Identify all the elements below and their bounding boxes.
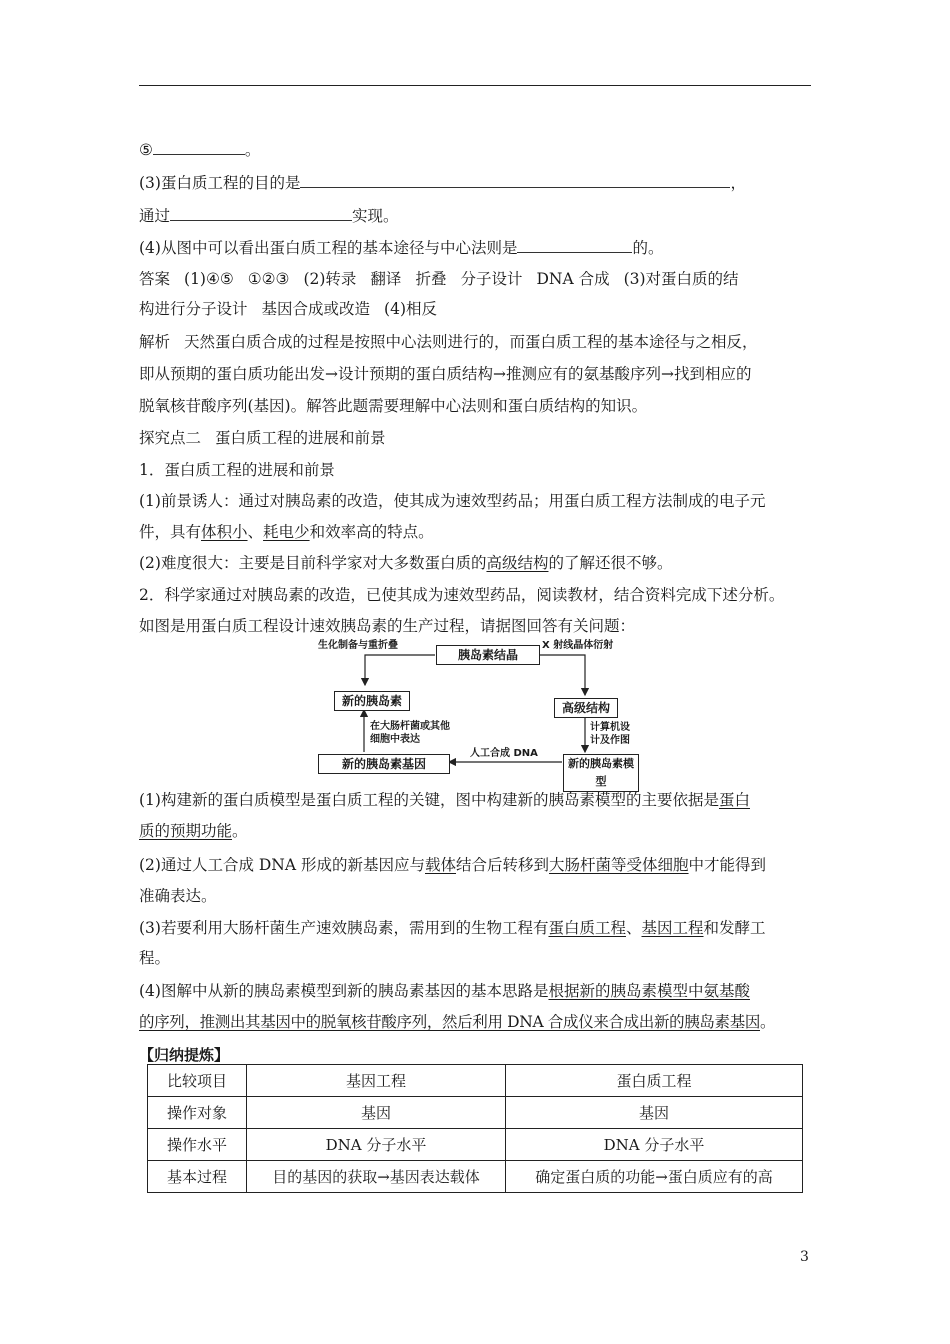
table-row xyxy=(148,1161,803,1193)
q3-blank-2[interactable] xyxy=(170,205,352,221)
table-row xyxy=(148,1065,803,1097)
table-row xyxy=(148,1097,803,1129)
analysis-line-3: 脱氧核苷酸序列(基因)。解答此题需要理解中心法则和蛋白质结构的知识。 xyxy=(139,397,648,415)
item2-line1: 2．科学家通过对胰岛素的改造，已使其成为速效型药品，阅读教材，结合资料完成下述分析。 xyxy=(139,586,785,604)
table-cell: 操作水平 xyxy=(148,1129,247,1161)
item1-title: 1．蛋白质工程的进展和前景 xyxy=(139,461,335,479)
item1-s1-line2: 件，具有体积小、耗电少和效率高的特点。 xyxy=(139,523,434,541)
q3-line: (3)蛋白质工程的目的是 ， xyxy=(139,174,746,192)
q5-marker: ⑤ xyxy=(139,141,153,159)
q3-line-b: 程。 xyxy=(139,949,171,967)
comparison-table xyxy=(147,1064,803,1193)
box-insulin-crystal: 胰岛素结晶 xyxy=(436,645,540,665)
table-cell: 基因 xyxy=(506,1097,803,1129)
item1-s1-line1: (1)前景诱人：通过对胰岛素的改造，使其成为速效型药品；用蛋白质工程方法制成的电子元 xyxy=(139,492,766,510)
label-xray: X 射线晶体衍射 xyxy=(542,640,614,651)
item2-line2: 如图是用蛋白质工程设计速效胰岛素的生产过程，请据图回答有关问题： xyxy=(139,617,636,635)
table-cell: 目的基因的获取→基因表达载体 xyxy=(247,1161,506,1193)
answer-line-2: 构进行分子设计 基因合成或改造 (4)相反 xyxy=(139,300,437,318)
table-cell: 比较项目 xyxy=(148,1065,247,1097)
table-cell: DNA 分子水平 xyxy=(247,1129,506,1161)
q3-blank-1[interactable] xyxy=(300,172,730,188)
q1-line-2: 质的预期功能。 xyxy=(139,822,248,840)
box-high-structure: 高级结构 xyxy=(554,698,618,718)
insulin-process-diagram xyxy=(318,637,638,788)
q2-line-2: 准确表达。 xyxy=(139,887,217,905)
table-cell: 基因 xyxy=(247,1097,506,1129)
q4-line-a: (4)图解中从新的胰岛素模型到新的胰岛素基因的基本思路是根据新的胰岛素模型中氨基酸 xyxy=(139,982,750,1000)
header-rule xyxy=(139,85,811,86)
label-ecoli-1: 在大肠杆菌或其他 xyxy=(370,721,450,732)
answer-line-1: 答案 (1)④⑤ ①②③ (2)转录 翻译 折叠 分子设计 DNA 合成 (3)对蛋白质的结 xyxy=(139,270,739,288)
q3-line-a: (3)若要利用大肠杆菌生产速效胰岛素，需用到的生物工程有蛋白质工程、基因工程和发酵工 xyxy=(139,919,766,937)
q2-line-1: (2)通过人工合成 DNA 形成的新基因应与载体结合后转移到大肠杆菌等受体细胞中才能得到 xyxy=(139,856,767,874)
label-computer-1: 计算机设 xyxy=(590,722,630,733)
table-cell: 基因工程 xyxy=(247,1065,506,1097)
analysis-label: 解析 xyxy=(139,333,171,351)
table-row xyxy=(148,1129,803,1161)
answer-label: 答案 xyxy=(139,270,171,288)
q4-line-b: 的序列，推测出其基因中的脱氧核苷酸序列，然后利用 DNA 合成仪来合成出新的胰岛素基因。 xyxy=(139,1013,776,1031)
table-cell: 操作对象 xyxy=(148,1097,247,1129)
label-biochem-refold: 生化制备与重折叠 xyxy=(318,640,398,651)
q4-line: (4)从图中可以看出蛋白质工程的基本途径与中心法则是 的。 xyxy=(139,239,664,257)
q1-line-1: (1)构建新的蛋白质模型是蛋白质工程的关键，图中构建新的胰岛素模型的主要依据是蛋白 xyxy=(139,791,750,809)
box-new-insulin-gene: 新的胰岛素基因 xyxy=(318,754,450,774)
q3-line-2: 通过 实现。 xyxy=(139,207,399,225)
item1-s2: (2)难度很大：主要是目前科学家对大多数蛋白质的高级结构的了解还很不够。 xyxy=(139,554,673,572)
table-cell: DNA 分子水平 xyxy=(506,1129,803,1161)
q5-blank[interactable] xyxy=(153,139,245,155)
box-new-insulin: 新的胰岛素 xyxy=(334,691,410,711)
page-number: 3 xyxy=(800,1249,809,1265)
q5-line: ⑤ 。 xyxy=(139,141,261,159)
summary-title: 【归纳提炼】 xyxy=(139,1046,230,1064)
box-new-insulin-model: 新的胰岛素模型 xyxy=(563,754,639,792)
analysis-line-2: 即从预期的蛋白质功能出发→设计预期的蛋白质结构→推测应有的氨基酸序列→找到相应的 xyxy=(139,365,752,383)
label-artificial-dna: 人工合成 DNA xyxy=(470,748,538,759)
label-computer-2: 计及作图 xyxy=(590,735,630,746)
label-ecoli-2: 细胞中表达 xyxy=(370,734,420,745)
analysis-line-1: 解析 天然蛋白质合成的过程是按照中心法则进行的，而蛋白质工程的基本途径与之相反， xyxy=(139,333,758,351)
table-cell: 确定蛋白质的功能→蛋白质应有的高 xyxy=(506,1161,803,1193)
q4-blank[interactable] xyxy=(517,237,632,253)
section-heading: 探究点二 蛋白质工程的进展和前景 xyxy=(139,429,386,447)
table-cell: 基本过程 xyxy=(148,1161,247,1193)
table-cell: 蛋白质工程 xyxy=(506,1065,803,1097)
